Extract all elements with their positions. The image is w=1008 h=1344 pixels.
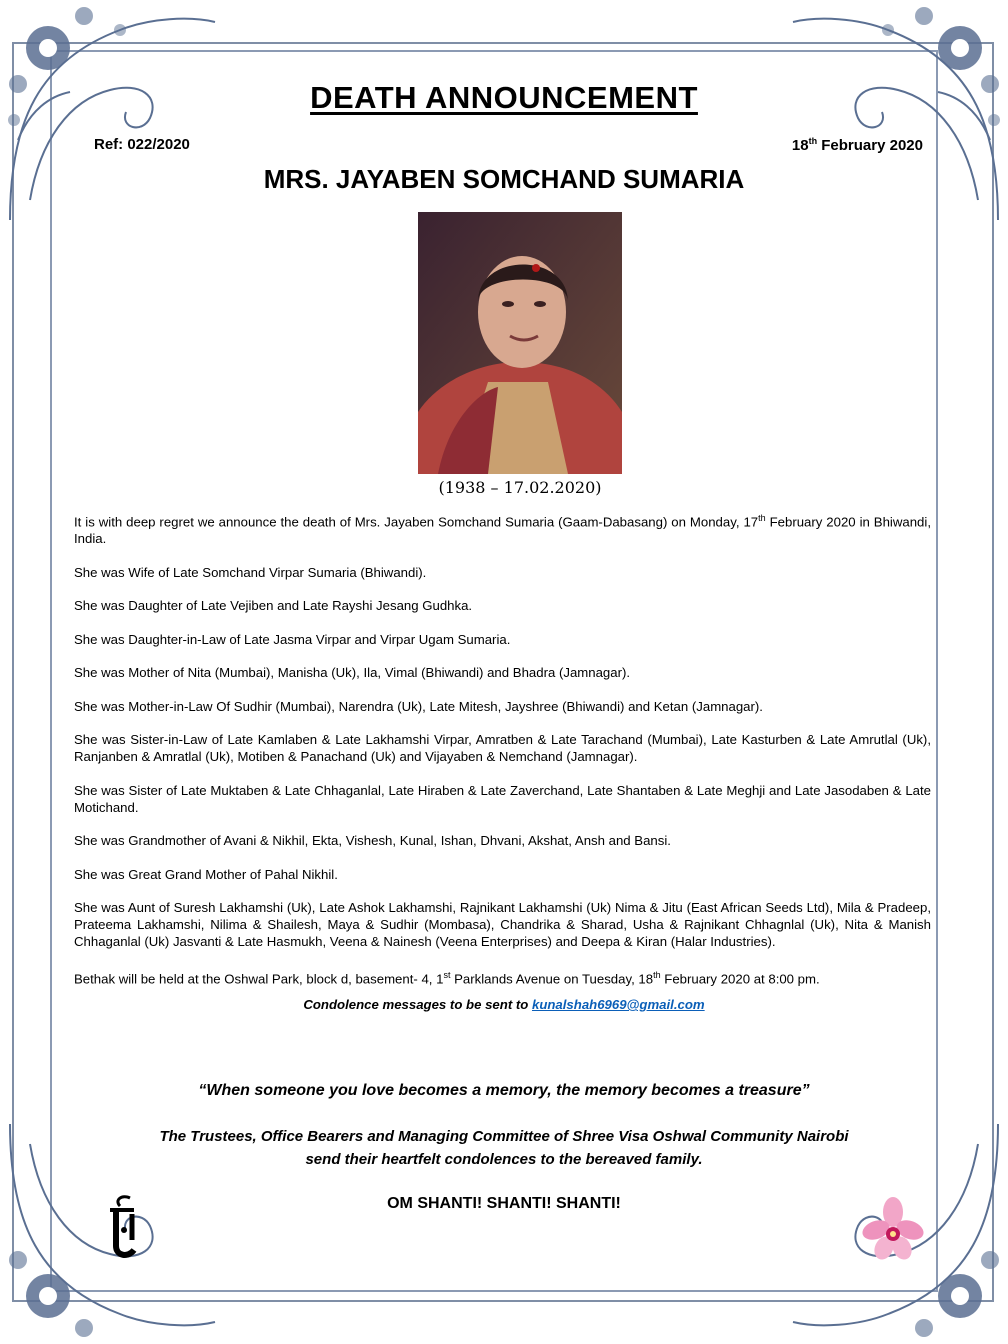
trustees-condolence — [0, 1125, 1008, 1171]
body-paragraph: She was Wife of Late Somchand Virpar Sumaria (Bhiwandi). — [74, 564, 427, 580]
announcement-date: 18th February 2020 — [791, 136, 923, 154]
orchid-flower-icon — [862, 1196, 924, 1262]
body-paragraph: It is with deep regret we announce the death of Mrs. Jayaben Somchand Sumaria (Gaam-Dabasang) on Monday, 17th February 2020 in Bhiwandi, India. — [74, 513, 931, 547]
memorial-quote: “When someone you love becomes a memory, the memory becomes a treasure” — [198, 1082, 810, 1099]
body-paragraph: She was Great Grand Mother of Pahal Nikhil. — [74, 866, 338, 882]
trustees-line: The Trustees, Office Bearers and Managing Committee of Shree Visa Oshwal Community Nairobi — [159, 1128, 849, 1145]
condolence-email-link[interactable]: kunalshah6969@gmail.com — [531, 997, 705, 1012]
body-paragraph: She was Sister of Late Muktaben & Late Chhaganlal, Late Hiraben & Late Zaverchand, Late Shantaben & Late Meghji and Late Jasodaben & Late Motichand. — [74, 782, 931, 815]
announcement-body — [74, 510, 931, 1004]
om-shanti: OM SHANTI! SHANTI! SHANTI! — [387, 1195, 621, 1212]
body-paragraph: She was Mother of Nita (Mumbai), Manisha (Uk), Ila, Vimal (Bhiwandi) and Bhadra (Jamnagar). — [74, 665, 631, 681]
body-paragraph: She was Daughter of Late Vejiben and Late Rayshi Jesang Gudhka. — [74, 598, 473, 614]
portrait-photo — [418, 212, 622, 474]
life-years: (1938 – 17.02.2020) — [438, 478, 602, 497]
condolence-note: Condolence messages to be sent to kunalshah6969@gmail.com — [303, 997, 705, 1012]
deceased-name: MRS. JAYABEN SOMCHAND SUMARIA — [263, 164, 745, 194]
body-paragraph: She was Grandmother of Avani & Nikhil, Ekta, Vishesh, Kunal, Ishan, Dhvani, Akshat, Ansh and Bansi. — [74, 833, 671, 849]
announcement-title: DEATH ANNOUNCEMENT — [310, 80, 698, 115]
body-paragraph: She was Sister-in-Law of Late Kamlaben & Late Lakhamshi Virpar, Amratben & Late Tarachand (Mumbai), Late Kasturben & Late Amrutlal (Uk), Ranjanben & Amratlal (Uk), Motiben & Panachand (Uk) and Vijayaben & Nemchand (Jamnagar). — [74, 732, 931, 765]
trustees-line: send their heartfelt condolences to the bereaved family. — [305, 1151, 703, 1168]
jain-symbol-icon — [102, 1190, 142, 1262]
reference-number: Ref: 022/2020 — [94, 136, 190, 153]
body-paragraph: She was Daughter-in-Law of Late Jasma Virpar and Virpar Ugam Sumaria. — [74, 631, 511, 647]
body-paragraph: Bethak will be held at the Oshwal Park, block d, basement- 4, 1st Parklands Avenue on Tuesday, 18th February 2020 at 8:00 pm. — [74, 969, 820, 987]
body-paragraph: She was Mother-in-Law Of Sudhir (Mumbai), Narendra (Uk), Late Mitesh, Jayshree (Bhiwandi) and Ketan (Jamnagar). — [74, 698, 763, 714]
body-paragraph: She was Aunt of Suresh Lakhamshi (Uk), Late Ashok Lakhamshi, Rajnikant Lakhamshi (Uk) Nima & Jitu (East African Seeds Ltd), Mila & Pradeep, Prateema Lakhamshi, Nilima & Shailesh, Maya & Sudhir (Mombasa), Chandrika & Sharad, Usha & Rajnikant Chhagnlal (Uk), Nita & Manish Chhaganlal (Uk) Jasvanti & Late Hasmukh, Veena & Nainesh (Veena Enterprises) and Deepa & Kiran (Halar Industries). — [74, 900, 931, 950]
